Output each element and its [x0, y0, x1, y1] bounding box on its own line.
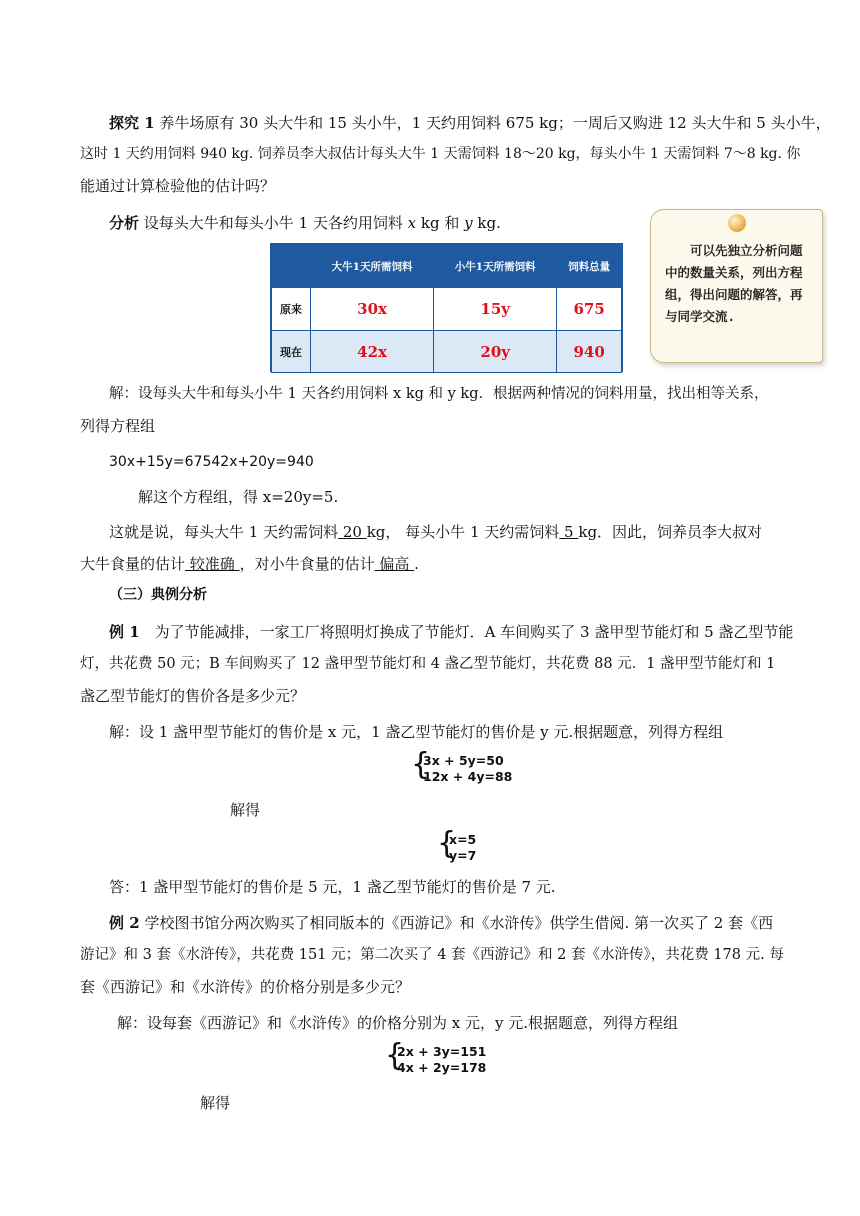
- conc-text-a: 这就是说，每头大牛 1 天约需饲料: [109, 523, 339, 541]
- example1-line2: 灯，共花费 50 元；B 车间购买了 12 盏甲型节能灯和 4 盏乙型节能灯，共花费 88 元．1 盏甲型节能灯和 1: [80, 656, 776, 672]
- example2-line2: 游记》和 3 套《水浒传》，共花费 151 元；第二次买了 4 套《西游记》和 2 套《水浒传》，共花费 178 元. 每: [80, 947, 784, 963]
- table-row: [272, 331, 622, 373]
- conc-text-b: kg， 每头小牛 1 天约需饲料: [366, 523, 560, 541]
- explore1-line1: [109, 113, 831, 133]
- brace-icon: {: [385, 1038, 405, 1073]
- blank-big-cow-estimate: 较准确: [185, 555, 240, 573]
- conc-text-c: kg．因此，饲养员李大叔对: [578, 523, 763, 541]
- blank-small-cow-feed: 5: [559, 523, 579, 541]
- example1-res1: x=5: [449, 832, 477, 847]
- explore1-line3: 能通过计算检验他的估计吗？: [80, 177, 276, 195]
- solution1-solve: 解这个方程组，得 x=20y=5.: [138, 488, 339, 506]
- example1-label: 例 1: [109, 623, 140, 641]
- analysis-var-y: y: [464, 214, 473, 232]
- solution1-conclusion-line1: [109, 522, 762, 542]
- example2-solution: 解：设每套《西游记》和《水浒传》的价格分别为 x 元，y 元.根据题意，列得方程组: [117, 1014, 679, 1032]
- example1-solution: 解：设 1 盏甲型节能灯的售价是 x 元，1 盏乙型节能灯的售价是 y 元.根据题意，列得方程组: [109, 723, 724, 741]
- example1-eq2: 12x + 4y=88: [423, 769, 513, 784]
- table-header-small-cow: 小牛1天所需饲料: [434, 245, 557, 288]
- analysis-var-x: x: [407, 214, 417, 232]
- example1-line3: 盏乙型节能灯的售价各是多少元？: [80, 687, 306, 705]
- explore1-label: 探究 1: [109, 114, 155, 132]
- table-row-label: 现在: [272, 331, 311, 373]
- example2-label: 例 2: [109, 914, 140, 932]
- table-row: [272, 288, 622, 331]
- table-cell: 30x: [311, 288, 434, 331]
- pin-icon: [728, 214, 746, 232]
- table-cell: 20y: [434, 331, 557, 373]
- example2-eq1: 2x + 3y=151: [397, 1044, 487, 1059]
- blank-small-cow-estimate: 偏高: [374, 555, 415, 573]
- conc-text-e: ，对小牛食量的估计: [239, 555, 375, 573]
- analysis-text-b: kg 和: [416, 214, 465, 232]
- table-cell: 675: [557, 288, 622, 331]
- feed-table: [270, 243, 623, 372]
- tip-note-card: [650, 209, 823, 363]
- example1-solve-label: 解得: [230, 801, 261, 819]
- table-cell: 940: [557, 331, 622, 373]
- conc-text-d: 大牛食量的估计: [80, 555, 186, 573]
- table-cell: 42x: [311, 331, 434, 373]
- solution1-equation: 30x+15y=67542x+20y=940: [109, 454, 314, 470]
- solution1-line2: 列得方程组: [80, 417, 156, 435]
- blank-big-cow-feed: 20: [338, 523, 367, 541]
- table-row-label: 原来: [272, 288, 311, 331]
- example1-res2: y=7: [449, 848, 477, 863]
- explore1-line2: 这时 1 天约用饲料 940 kg. 饲养员李大叔估计每头大牛 1 天需饲料 18～20 kg，每头小牛 1 天需饲料 7～8 kg. 你: [80, 146, 801, 162]
- brace-icon: {: [437, 826, 457, 861]
- section-title: （三）典例分析: [109, 587, 207, 603]
- explore1-text1: 养牛场原有 30 头大牛和 15 头小牛，1 天约用饲料 675 kg；一周后又购进 12 头大牛和 5 头小牛，: [159, 114, 831, 132]
- analysis-label: 分析: [109, 214, 140, 232]
- example1-eq1: 3x + 5y=50: [423, 753, 504, 768]
- conc-text-f: .: [414, 555, 419, 573]
- example1-line1: [109, 622, 793, 642]
- analysis-text-a: 设每头大牛和每头小牛 1 天各约用饲料: [143, 214, 408, 232]
- analysis-line: [109, 213, 501, 233]
- table-header-total: 饲料总量: [557, 245, 622, 288]
- example1-text1: 为了节能减排，一家工厂将照明灯换成了节能灯．A 车间购买了 3 盏甲型节能灯和 5 盏乙型节能: [139, 623, 794, 641]
- solution1-conclusion-line2: [80, 554, 419, 574]
- table-header-corner: [272, 245, 311, 288]
- table-cell: 15y: [434, 288, 557, 331]
- example2-eq2: 4x + 2y=178: [397, 1060, 487, 1075]
- example2-line3: 套《西游记》和《水浒传》的价格分别是多少元？: [80, 978, 411, 996]
- example2-text1: 学校图书馆分两次购买了相同版本的《西游记》和《水浒传》供学生借阅. 第一次买了 2 套《西: [144, 914, 774, 932]
- example2-line1: [109, 913, 773, 933]
- example1-answer: 答：1 盏甲型节能灯的售价是 5 元，1 盏乙型节能灯的售价是 7 元.: [109, 878, 556, 896]
- solution1-line1: 解：设每头大牛和每头小牛 1 天各约用饲料 x kg 和 y kg．根据两种情况的饲料用量，找出相等关系，: [109, 386, 769, 402]
- table-header-big-cow: 大牛1天所需饲料: [311, 245, 434, 288]
- example2-solve-label: 解得: [200, 1094, 231, 1112]
- analysis-text-c: kg.: [472, 214, 501, 232]
- brace-icon: {: [411, 747, 431, 782]
- tip-note-text: 可以先独立分析问题中的数量关系，列出方程组，得出问题的解答，再与同学交流.: [665, 243, 803, 324]
